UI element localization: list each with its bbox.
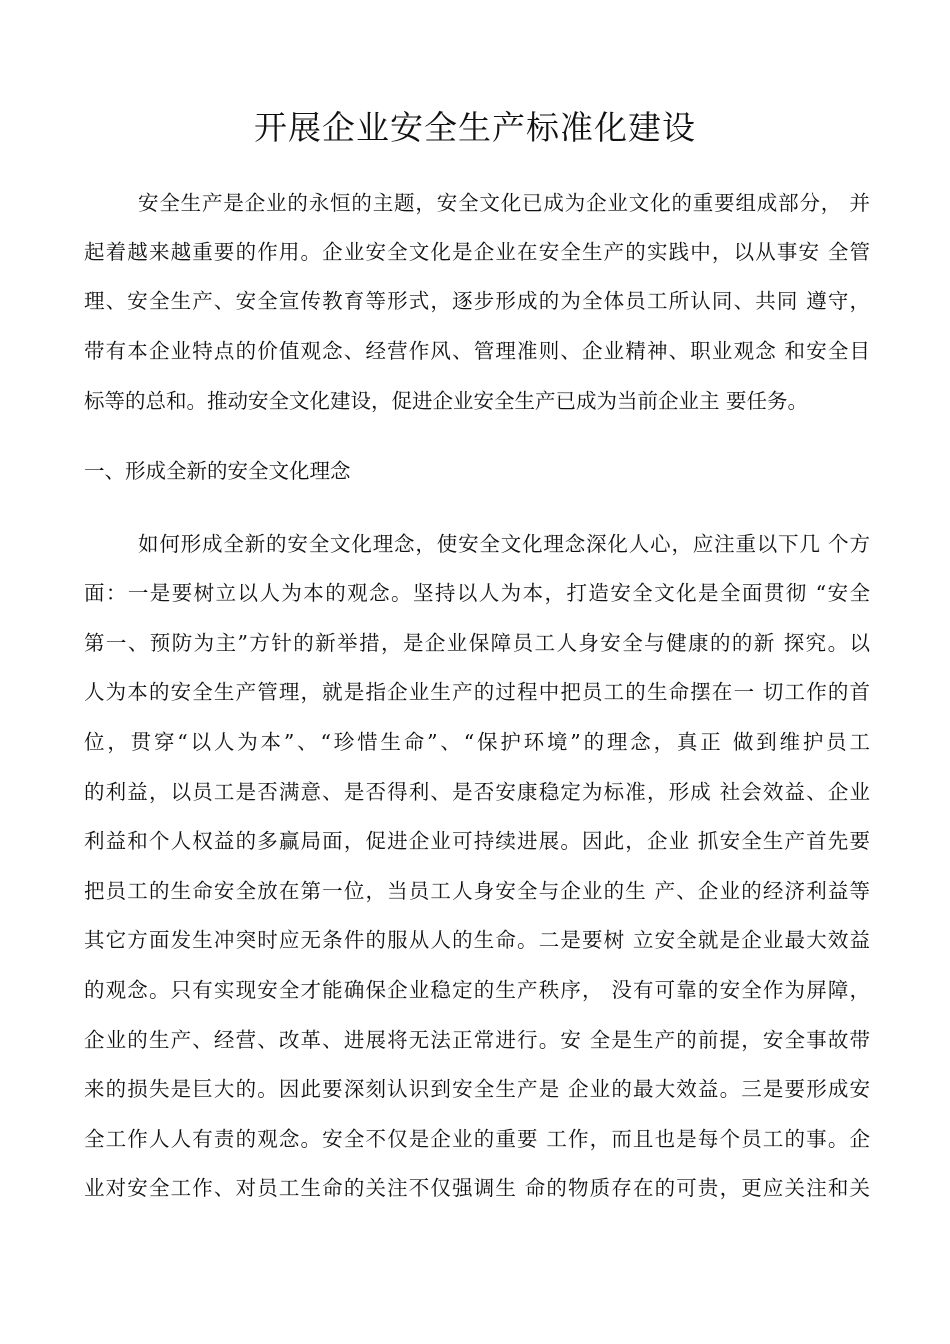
paragraph-line: 标等的总和。推动安全文化建设，促进企业安全生产已成为当前企业主 要任务。 <box>84 389 809 413</box>
paragraph-line: 位，贯穿“以人为本”、“珍惜生命”、“保护环境”的理念，真正 做到维护员工 <box>84 730 870 754</box>
section-heading: 一、形成全新的安全文化理念 <box>84 459 351 483</box>
paragraph-line: 把员工的生命安全放在第一位，当员工人身安全与企业的生 产、企业的经济利益等 <box>84 879 870 903</box>
paragraph-line: 人为本的安全生产管理，就是指企业生产的过程中把员工的生命摆在一 切工作的首 <box>84 680 870 704</box>
paragraph-line: 第一、预防为主”方针的新举措，是企业保障员工人身安全与健康的的新 探究。以 <box>84 631 870 655</box>
paragraph-line: 利益和个人权益的多赢局面，促进企业可持续进展。因此，企业 抓安全生产首先要 <box>84 829 870 853</box>
paragraph-line: 安全生产是企业的永恒的主题，安全文化已成为企业文化的重要组成部分， 并 <box>138 191 870 215</box>
paragraph-line: 业对安全工作、对员工生命的关注不仅强调生 命的物质存在的可贵，更应关注和关 <box>84 1176 870 1200</box>
paragraph-line: 的利益，以员工是否满意、是否得利、是否安康稳定为标准，形成 社会效益、企业 <box>84 780 870 804</box>
paragraph-line: 企业的生产、经营、改革、进展将无法正常进行。安 全是生产的前提，安全事故带 <box>84 1028 870 1052</box>
paragraph-line: 的观念。只有实现安全才能确保企业稳定的生产秩序， 没有可靠的安全作为屏障， <box>84 978 870 1002</box>
paragraph-line: 如何形成全新的安全文化理念，使安全文化理念深化人心，应注重以下几 个方 <box>138 532 870 556</box>
paragraph-line: 来的损失是巨大的。因此要深刻认识到安全生产是 企业的最大效益。三是要形成安 <box>84 1077 870 1101</box>
paragraph-line: 全工作人人有责的观念。安全不仅是企业的重要 工作，而且也是每个员工的事。企 <box>84 1127 870 1151</box>
paragraph-line: 起着越来越重要的作用。企业安全文化是企业在安全生产的实践中，以从事安 全管 <box>84 240 870 264</box>
paragraph-line: 带有本企业特点的价值观念、经营作风、管理准则、企业精神、职业观念 和安全目 <box>84 339 870 363</box>
document-title: 开展企业安全生产标准化建设 <box>254 108 696 147</box>
paragraph-line: 理、安全生产、安全宣传教育等形式，逐步形成的为全体员工所认同、共同 遵守， <box>84 289 870 313</box>
paragraph-line: 面：一是要树立以人为本的观念。坚持以人为本，打造安全文化是全面贯彻 “安全 <box>84 581 870 605</box>
paragraph-line: 其它方面发生冲突时应无条件的服从人的生命。二是要树 立安全就是企业最大效益 <box>84 928 870 952</box>
